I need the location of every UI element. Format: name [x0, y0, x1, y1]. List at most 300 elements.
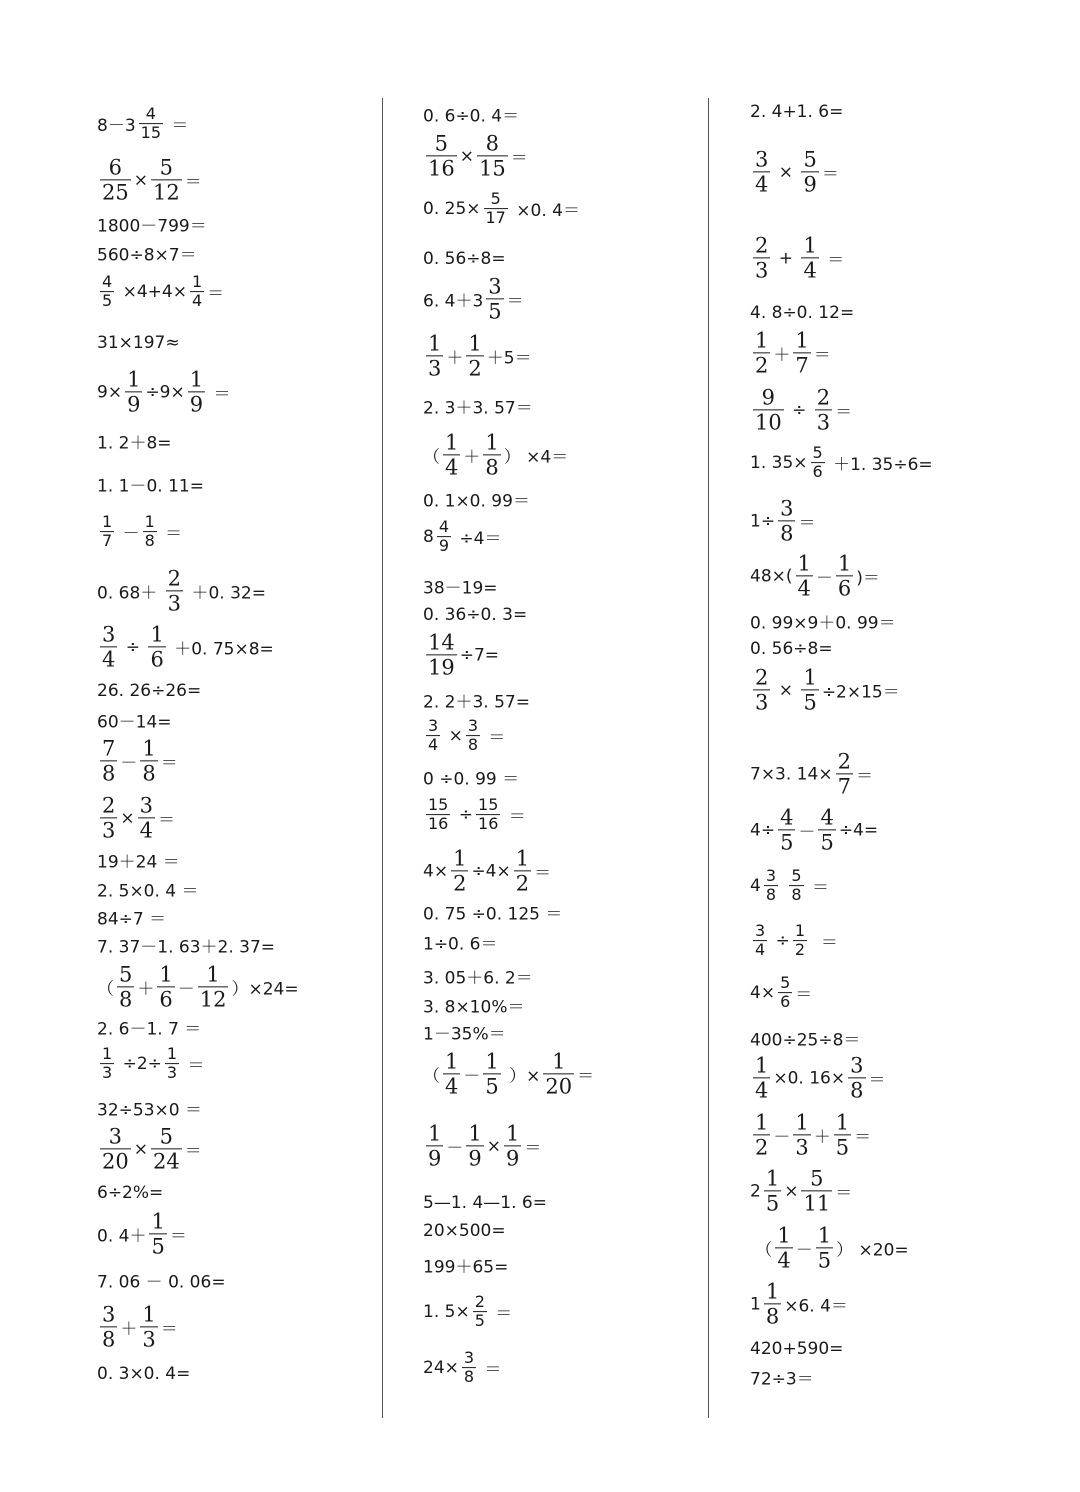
fraction-denominator: 3: [755, 690, 769, 715]
fraction-denominator: 8: [765, 1304, 780, 1329]
problem-row: [97, 212, 207, 237]
problem-row: [423, 796, 526, 834]
fraction-numerator: 1: [102, 1044, 113, 1064]
fraction-numerator: 4: [820, 805, 834, 830]
fraction: [815, 385, 832, 434]
fraction: [426, 796, 450, 834]
fraction: [514, 846, 531, 895]
problem-row: [423, 765, 519, 790]
fraction-denominator: 12: [199, 987, 227, 1012]
fraction-denominator: 5: [780, 830, 794, 855]
fraction-numerator: 1: [166, 1044, 178, 1064]
expression-text: 0. 68＋: [97, 583, 163, 604]
fraction: [477, 131, 508, 180]
problem-row: [97, 472, 204, 497]
expression-text: 0. 1×0. 99＝: [423, 491, 530, 512]
problem-row: [423, 487, 530, 512]
fraction: [816, 1223, 833, 1272]
expression-text: ×: [443, 726, 463, 746]
fraction-denominator: 4: [803, 258, 817, 283]
problem-row: [750, 102, 843, 122]
fraction-denominator: 8: [467, 735, 479, 755]
problem-row: [97, 622, 274, 671]
expression-text: 6÷2%=: [97, 1183, 164, 1203]
expression-text: ×0. 16×: [773, 1068, 846, 1088]
fraction-numerator: 5: [812, 443, 823, 463]
fraction: [149, 1209, 166, 1258]
expression-text: －: [117, 524, 140, 545]
problem-row: [750, 805, 878, 854]
expression-text: ＋: [120, 1319, 138, 1340]
problem-row: [97, 905, 166, 930]
fraction: [466, 717, 480, 755]
fraction-denominator: 25: [102, 180, 129, 205]
expression-text: ＝: [158, 810, 175, 831]
expression-text: 1. 35×: [750, 453, 808, 473]
fraction: [778, 496, 795, 545]
expression-text: ÷: [453, 805, 474, 825]
fraction-denominator: 10: [755, 410, 782, 435]
expression-text: ） ×20=: [836, 1240, 909, 1261]
fraction: [836, 749, 853, 798]
expression-text: ＝: [510, 148, 528, 169]
expression-text: ×: [133, 170, 148, 190]
problem-row: [423, 249, 506, 269]
fraction: [486, 274, 503, 323]
problem-row: [97, 848, 180, 873]
fraction: [483, 430, 500, 479]
fraction: [543, 1049, 574, 1098]
fraction-numerator: 1: [453, 846, 467, 871]
fraction-numerator: 1: [445, 430, 459, 455]
fraction-denominator: 8: [765, 885, 777, 905]
fraction: [462, 1349, 476, 1387]
expression-text: ÷2÷: [117, 1054, 162, 1074]
problem-row: [423, 430, 568, 479]
expression-text: 2. 2＋3. 57=: [423, 692, 530, 713]
problem-row: [750, 444, 933, 482]
fraction-denominator: 5: [803, 690, 817, 715]
expression-text: 7×3. 14×: [750, 764, 833, 784]
expression-text: +: [773, 248, 799, 268]
fraction-numerator: 3: [102, 1302, 116, 1327]
problem-row: [423, 1121, 541, 1170]
expression-text: （: [97, 979, 114, 1000]
expression-text: ×: [120, 808, 135, 828]
problem-row: [423, 717, 505, 755]
fraction: [818, 805, 835, 854]
expression-text: 32÷53×0 ＝: [97, 1100, 202, 1121]
fraction-numerator: 1: [428, 1121, 442, 1146]
fraction-numerator: 3: [755, 921, 766, 941]
fraction: [789, 867, 803, 905]
expression-text: ×: [784, 1181, 799, 1201]
expression-text: 0. 3×0. 4=: [97, 1364, 191, 1384]
expression-text: 420+590=: [750, 1339, 844, 1359]
problem-row: [97, 877, 199, 902]
fraction-numerator: 2: [755, 233, 769, 258]
problem-row: [423, 605, 527, 625]
fraction-numerator: 1: [552, 1049, 566, 1074]
problem-row: [423, 1193, 547, 1213]
fraction: [143, 513, 157, 551]
fraction-denominator: 8: [102, 761, 116, 786]
fraction-numerator: 15: [478, 795, 499, 815]
fraction: [138, 793, 155, 842]
expression-text: ＝: [160, 1319, 178, 1340]
fraction-denominator: 7: [837, 774, 851, 799]
problem-row: [750, 1339, 843, 1359]
expression-text: ＝: [577, 1066, 595, 1087]
expression-text: 7. 06 － 0. 06=: [97, 1272, 226, 1293]
expression-text: 2. 6－1. 7 ＝: [97, 1019, 202, 1040]
expression-text: －: [795, 1240, 813, 1261]
fraction-denominator: 11: [803, 1191, 831, 1216]
expression-text: －: [177, 979, 195, 1000]
expression-text: ＋1. 35÷6=: [827, 455, 933, 476]
fraction: [151, 1124, 182, 1173]
problem-row: [97, 793, 175, 842]
fraction-denominator: 8: [463, 1367, 475, 1387]
fraction-numerator: 1: [485, 1049, 499, 1074]
fraction-denominator: 3: [816, 410, 831, 435]
expression-text: 4×: [423, 861, 449, 881]
expression-text: 0. 56÷8=: [750, 639, 833, 659]
expression-text: ＝: [184, 172, 202, 193]
fraction: [484, 190, 508, 228]
fraction: [473, 1293, 487, 1331]
expression-text: 0. 36÷0. 3=: [423, 605, 528, 625]
expression-text: 24×: [423, 1358, 459, 1378]
expression-text: 8: [423, 527, 434, 547]
expression-text: ＋: [446, 348, 464, 369]
fraction-denominator: 4: [445, 1074, 459, 1099]
problem-row: [750, 609, 896, 634]
expression-text: 0 ÷0. 99 ＝: [423, 769, 520, 790]
fraction-denominator: 8: [119, 987, 133, 1012]
fraction-denominator: 3: [428, 356, 442, 381]
problem-row: [423, 274, 524, 323]
expression-text: ＝: [169, 1226, 187, 1247]
expression-text: ×: [773, 162, 799, 182]
fraction-denominator: 3: [167, 591, 182, 616]
fraction-denominator: 2: [794, 940, 806, 960]
expression-text: 4×: [750, 983, 776, 1003]
fraction-numerator: 1: [755, 328, 769, 353]
fraction-numerator: 3: [765, 866, 777, 886]
fraction: [764, 1166, 781, 1215]
problem-row: [750, 1110, 871, 1159]
problem-row: [423, 1349, 501, 1387]
expression-text: ）×24=: [231, 979, 299, 1000]
problem-row: [423, 1293, 512, 1331]
fraction-denominator: 6: [150, 647, 164, 672]
fraction-denominator: 19: [428, 655, 455, 680]
expression-text: ＝: [489, 1304, 513, 1325]
expression-text: ＝: [810, 933, 838, 954]
problem-row: [750, 639, 833, 659]
fraction-denominator: 5: [835, 1135, 850, 1160]
fraction-denominator: 9: [127, 392, 141, 417]
fraction: [753, 385, 784, 434]
expression-text: ＝: [813, 345, 831, 366]
fraction: [100, 1302, 117, 1351]
fraction: [426, 1121, 443, 1170]
problem-row: [750, 551, 880, 600]
fraction-numerator: 2: [816, 385, 831, 410]
fraction-numerator: 5: [780, 973, 791, 993]
expression-text: 3. 8×10%＝: [423, 997, 525, 1018]
fraction-denominator: 8: [791, 885, 802, 905]
fraction-numerator: 5: [803, 147, 817, 172]
expression-text: ＝: [166, 116, 189, 137]
fraction: [117, 962, 134, 1011]
fraction-numerator: 5: [791, 866, 802, 886]
fraction: [836, 551, 853, 600]
problem-row: [750, 1166, 852, 1215]
fraction-denominator: 5: [817, 1248, 832, 1273]
problem-row: [97, 105, 188, 143]
expression-text: －: [798, 822, 816, 843]
problem-row: [423, 1049, 594, 1098]
fraction: [801, 147, 818, 196]
expression-text: ×4+4×: [117, 282, 187, 302]
expression-text: ＝: [184, 1141, 202, 1162]
expression-text: ×: [486, 1136, 501, 1156]
fraction: [443, 430, 460, 479]
problem-row: [750, 749, 873, 798]
fraction-numerator: 5: [119, 962, 133, 987]
fraction: [139, 105, 163, 143]
fraction-denominator: 17: [485, 208, 506, 228]
expression-text: [781, 876, 786, 896]
fraction-numerator: 6: [108, 155, 123, 180]
fraction: [148, 622, 165, 671]
problem-row: [750, 1279, 848, 1328]
fraction-numerator: 1: [777, 1223, 791, 1248]
problem-row: [750, 496, 815, 545]
problem-row: [423, 630, 499, 679]
problem-row: [97, 273, 224, 311]
fraction-numerator: 5: [159, 1124, 174, 1149]
fraction-numerator: 3: [850, 1053, 864, 1078]
fraction: [793, 1110, 810, 1159]
fraction: [166, 566, 183, 615]
expression-text: ＝: [835, 1183, 853, 1204]
problem-row: [97, 367, 231, 416]
fraction-numerator: 1: [102, 512, 113, 532]
expression-text: ＋5＝: [486, 348, 532, 369]
problem-row: [750, 147, 839, 196]
fraction-denominator: 9: [803, 172, 817, 197]
expression-text: 0. 75 ÷0. 125 ＝: [423, 904, 563, 925]
fraction: [764, 1279, 781, 1328]
fraction-denominator: 20: [545, 1074, 573, 1099]
expression-text: ＝: [821, 164, 839, 185]
expression-text: 4. 8÷0. 12=: [750, 303, 855, 323]
fraction-numerator: 3: [139, 793, 153, 818]
problem-row: [423, 930, 498, 955]
fraction-numerator: 3: [463, 1348, 475, 1368]
problem-row: [97, 155, 202, 204]
fraction-denominator: 3: [102, 818, 116, 843]
fraction-denominator: 9: [189, 392, 204, 417]
expression-text: 2: [750, 1181, 761, 1201]
problem-row: [423, 964, 533, 989]
expression-text: ×0. 4＝: [510, 201, 580, 222]
fraction: [198, 962, 229, 1011]
problem-row: [97, 1015, 201, 1040]
fraction-numerator: 3: [467, 716, 479, 736]
expression-text: 60－14=: [97, 712, 172, 733]
fraction-denominator: 2: [515, 871, 530, 896]
fraction-numerator: 1: [428, 331, 442, 356]
fraction: [100, 155, 131, 204]
problem-column-2: [423, 0, 723, 1492]
problem-row: [97, 1209, 187, 1258]
expression-text: 1: [750, 1294, 761, 1314]
fraction-numerator: 5: [159, 155, 174, 180]
fraction-denominator: 16: [428, 814, 449, 834]
fraction: [801, 665, 818, 714]
expression-text: ＝: [854, 1127, 872, 1148]
fraction-denominator: 5: [474, 1311, 485, 1331]
expression-text: ＝: [868, 1070, 886, 1091]
fraction-denominator: 4: [191, 291, 203, 311]
fraction: [796, 551, 813, 600]
expression-text: 1÷0. 6＝: [423, 934, 498, 955]
expression-text: ＝: [806, 878, 830, 899]
expression-text: ＝: [207, 284, 225, 305]
fraction: [100, 273, 114, 311]
fraction-denominator: 5: [102, 291, 113, 311]
expression-text: 31×197≈: [97, 333, 180, 353]
fraction-denominator: 4: [428, 735, 439, 755]
expression-text: ＋: [773, 345, 791, 366]
fraction-numerator: 1: [803, 233, 817, 258]
problem-row: [97, 1124, 202, 1173]
problem-row: [423, 131, 528, 180]
problem-row: [97, 1364, 190, 1384]
fraction-denominator: 4: [755, 1078, 769, 1103]
expression-text: ＋0. 32=: [186, 583, 266, 604]
expression-text: 0. 6÷0. 4＝: [423, 106, 520, 127]
expression-text: )＝: [856, 568, 880, 589]
fraction-denominator: 9: [506, 1146, 520, 1171]
fraction-denominator: 3: [795, 1135, 809, 1160]
expression-text: 2. 3＋3. 57＝: [423, 398, 533, 419]
expression-text: ＝: [524, 1138, 542, 1159]
expression-text: ＋0. 75×8=: [168, 639, 274, 660]
expression-text: ＝: [821, 250, 845, 271]
fraction-numerator: 1: [765, 1279, 780, 1304]
fraction-numerator: 3: [108, 1124, 123, 1149]
expression-text: 19＋24 ＝: [97, 852, 180, 873]
expression-text: ＋: [813, 1127, 831, 1148]
problem-row: [750, 922, 838, 960]
expression-text: ＝: [160, 753, 178, 774]
expression-text: 7. 37－1. 63＋2. 37=: [97, 937, 276, 958]
fraction-denominator: 2: [755, 1135, 769, 1160]
fraction: [100, 1124, 131, 1173]
expression-text: 26. 26÷26=: [97, 681, 202, 701]
fraction-numerator: 9: [761, 385, 776, 410]
expression-text: ÷4＝: [454, 529, 502, 550]
expression-text: ÷4=: [838, 820, 879, 840]
fraction-numerator: 1: [837, 551, 852, 576]
expression-text: ＝: [159, 524, 183, 545]
problem-row: [423, 688, 530, 713]
fraction-denominator: 20: [102, 1149, 129, 1174]
fraction-denominator: 5: [765, 1191, 780, 1216]
fraction-denominator: 8: [850, 1078, 864, 1103]
fraction-denominator: 6: [159, 987, 173, 1012]
problem-column-3: [750, 0, 1050, 1492]
expression-text: ×: [133, 1139, 148, 1159]
problem-row: [97, 1302, 178, 1351]
fraction: [848, 1053, 865, 1102]
fraction-numerator: 1: [144, 512, 155, 532]
problem-row: [750, 1365, 814, 1390]
fraction-numerator: 3: [488, 274, 502, 299]
expression-text: 0. 25×: [423, 199, 481, 219]
fraction-numerator: 1: [485, 430, 499, 455]
fraction-denominator: 16: [478, 814, 499, 834]
fraction: [466, 331, 483, 380]
problem-row: [750, 328, 831, 377]
expression-text: ＝: [855, 766, 873, 787]
problem-row: [750, 385, 852, 434]
fraction-numerator: 1: [755, 1110, 769, 1135]
fraction-denominator: 8: [102, 1327, 116, 1352]
fraction-denominator: 8: [780, 521, 794, 546]
expression-text: 8－3: [97, 116, 136, 137]
expression-text: （: [423, 1066, 440, 1087]
expression-text: （: [750, 1240, 773, 1261]
problem-row: [423, 1253, 508, 1278]
fraction: [188, 367, 205, 416]
fraction-numerator: 1: [755, 1053, 769, 1078]
fraction-numerator: 4: [780, 805, 794, 830]
fraction: [483, 1049, 500, 1098]
fraction-numerator: 1: [794, 921, 806, 941]
expression-text: ×: [459, 146, 474, 166]
problem-row: [750, 1053, 886, 1102]
fraction: [764, 867, 778, 905]
fraction-denominator: 4: [102, 647, 116, 672]
expression-text: 84÷7 ＝: [97, 909, 167, 930]
problem-row: [750, 867, 829, 905]
fraction-numerator: 5: [810, 1166, 824, 1191]
problem-row: [750, 233, 844, 282]
fraction: [778, 805, 795, 854]
fraction: [426, 131, 457, 180]
problem-row: [423, 394, 533, 419]
expression-text: 3. 05＋6. 2＝: [423, 968, 533, 989]
expression-text: ÷4×: [471, 861, 511, 881]
expression-text: ＝: [795, 985, 813, 1006]
problem-row: [97, 708, 172, 733]
fraction-numerator: 2: [167, 566, 182, 591]
expression-text: ＋: [463, 447, 481, 468]
expression-text: ÷7=: [459, 645, 500, 665]
fraction-numerator: 5: [434, 131, 449, 156]
expression-text: 0. 99×9＋0. 99＝: [750, 613, 896, 634]
expression-text: 5—1. 4—1. 6=: [423, 1193, 547, 1213]
fraction-numerator: 1: [206, 962, 220, 987]
expression-text: －: [773, 1127, 791, 1148]
expression-text: 2. 5×0. 4 ＝: [97, 881, 199, 902]
